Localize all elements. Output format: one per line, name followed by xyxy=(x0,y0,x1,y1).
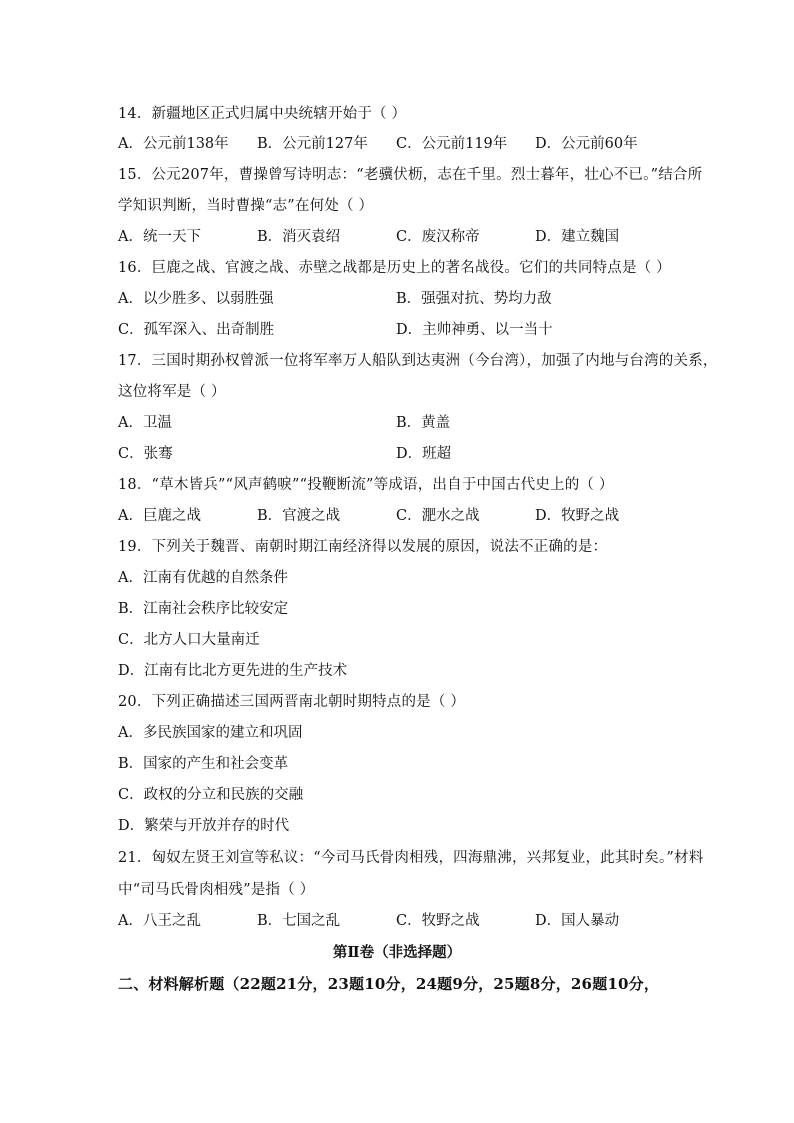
section2-title: 第Ⅱ卷（非选择题） xyxy=(332,944,462,961)
q19-stem: 19．下列关于魏晋、南朝时期江南经济得以发展的原因，说法不正确的是： xyxy=(118,539,608,555)
q16-option-a: A．以少胜多、以弱胜强 xyxy=(118,291,274,307)
q18-option-b: B．官渡之战 xyxy=(257,508,341,524)
q16-option-d: D．主帅神勇、以一当十 xyxy=(396,322,553,338)
q17-option-d: D．班超 xyxy=(396,446,452,462)
section2-heading: 二、材料解析题（22题21分，23题10分，24题9分，25题8分，26题10分， xyxy=(118,975,660,993)
q20-option-b: B．国家的产生和社会变革 xyxy=(118,756,289,772)
q15-option-a: A．统一天下 xyxy=(118,229,201,245)
q19-option-d: D．江南有比北方更先进的生产技术 xyxy=(118,663,348,679)
q18-stem: 18．“草木皆兵”“风声鹤唳”“投鞭断流”等成语，出自于中国古代史上的（ ） xyxy=(118,477,614,493)
q17-stem-line2: 这位将军是（ ） xyxy=(118,384,226,400)
q21-option-c: C．牧野之战 xyxy=(396,913,480,929)
q15-option-d: D．建立魏国 xyxy=(535,229,620,245)
q16-option-b: B．强强对抗、势均力敌 xyxy=(396,291,552,307)
q19-option-a: A．江南有优越的自然条件 xyxy=(118,570,288,586)
q21-option-a: A．八王之乱 xyxy=(118,913,201,929)
q20-option-c: C．政权的分立和民族的交融 xyxy=(118,787,304,803)
q18-option-a: A．巨鹿之战 xyxy=(118,508,201,524)
q14-option-b: B．公元前127年 xyxy=(257,136,368,152)
q19-option-c: C．北方人口大量南迁 xyxy=(118,632,260,648)
q20-option-d: D．繁荣与开放并存的时代 xyxy=(118,818,290,834)
q20-stem: 20．下列正确描述三国两晋南北朝时期特点的是（ ） xyxy=(118,694,466,710)
q16-stem: 16．巨鹿之战、官渡之战、赤壁之战都是历史上的著名战役。它们的共同特点是（ ） xyxy=(118,260,671,276)
q21-option-d: D．国人暴动 xyxy=(535,913,620,929)
q14-option-a: A．公元前138年 xyxy=(118,136,229,152)
q21-stem-line2: 中“司马氏骨肉相残”是指（ ） xyxy=(118,882,315,898)
q21-stem-line1: 21．匈奴左贤王刘宣等私议：“今司马氏骨肉相残，四海鼎沸，兴邦复业，此其时矣。”材料 xyxy=(118,850,704,866)
q14-option-c: C．公元前119年 xyxy=(396,136,508,152)
q21-option-b: B．七国之乱 xyxy=(257,913,341,929)
q17-option-a: A．卫温 xyxy=(118,415,172,431)
q17-stem-line1: 17．三国时期孙权曾派一位将军率万人船队到达夷洲（今台湾），加强了内地与台湾的关系， xyxy=(118,353,718,369)
q18-option-d: D．牧野之战 xyxy=(535,508,620,524)
q15-option-c: C．废汉称帝 xyxy=(396,229,480,245)
q17-option-c: C．张骞 xyxy=(118,446,173,462)
q16-option-c: C．孤军深入、出奇制胜 xyxy=(118,322,275,338)
q15-stem-line2: 学知识判断，当时曹操“志”在何处（ ） xyxy=(118,198,374,214)
q18-option-c: C．淝水之战 xyxy=(396,508,480,524)
q14-option-d: D．公元前60年 xyxy=(535,136,638,152)
q17-option-b: B．黄盖 xyxy=(396,415,451,431)
q20-option-a: A．多民族国家的建立和巩固 xyxy=(118,725,303,741)
q15-stem-line1: 15．公元207年，曹操曾写诗明志：“老骥伏枥，志在千里。烈士暮年，壮心不已。”结合所 xyxy=(118,167,703,183)
q19-option-b: B．江南社会秩序比较安定 xyxy=(118,601,289,617)
q15-option-b: B．消灭袁绍 xyxy=(257,229,341,245)
q14-stem: 14．新疆地区正式归属中央统辖开始于（ ） xyxy=(118,106,407,122)
